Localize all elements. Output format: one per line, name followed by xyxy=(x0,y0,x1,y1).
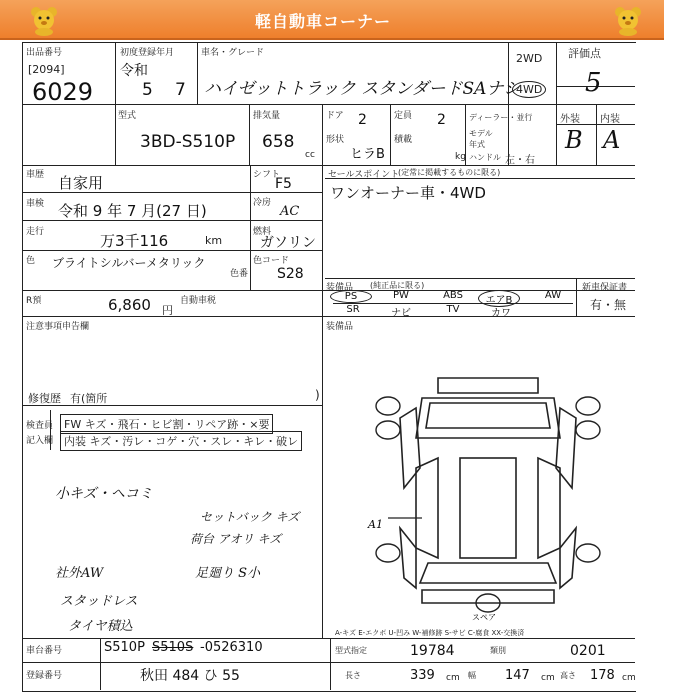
option-item: ナビ xyxy=(391,308,411,319)
mileage-label: 走行 xyxy=(26,227,45,237)
option-item: カワ xyxy=(491,308,511,319)
height-label: 高さ xyxy=(560,671,576,680)
width: 147 xyxy=(505,668,530,683)
chassis-old-model: S510S xyxy=(152,640,194,655)
equipment-notes-label: 装備品 xyxy=(326,322,354,332)
era: 令和 xyxy=(120,63,148,79)
color-code-label: 色コード xyxy=(253,256,290,266)
handwritten-note-2: セットバック キズ xyxy=(200,510,300,524)
lot-code: [2094] xyxy=(28,63,65,76)
cc-unit: cc xyxy=(305,150,315,160)
drive-2wd: 2WD xyxy=(516,52,543,65)
shape-label: 形状 xyxy=(326,135,345,145)
height-unit: cm xyxy=(622,673,636,683)
damage-mark-a1: A1 xyxy=(368,518,383,531)
sale-point-note: (定常に掲載するものに限る) xyxy=(398,168,501,177)
plate-label: 登録番号 xyxy=(26,671,63,681)
sale-point-label: セールスポイント xyxy=(328,170,400,180)
handwritten-note-4: 社外AW xyxy=(55,566,104,581)
option-item: ABS xyxy=(443,290,463,301)
registration-month: 7 xyxy=(175,80,186,100)
option-item: AW xyxy=(544,290,562,301)
kg-unit: kg xyxy=(455,152,466,162)
length: 339 xyxy=(410,668,435,683)
chassis-number: -0526310 xyxy=(200,640,263,655)
interior-label: 内装 xyxy=(600,114,620,125)
vehicle-damage-diagram xyxy=(360,368,615,623)
first-registration-label: 初度登録年月 xyxy=(120,48,175,58)
load-label: 積載 xyxy=(394,135,413,145)
vehicle-name-label: 車名・グレード xyxy=(201,48,265,58)
bear-mascot-icon xyxy=(28,6,60,36)
color-number-label: 色番 xyxy=(230,269,249,279)
chassis-label: 車台番号 xyxy=(26,646,63,656)
handwritten-note-3: 荷台 アオリ キズ xyxy=(190,532,282,546)
options-note: (純正品に限る) xyxy=(370,281,425,290)
type-code: 0201 xyxy=(570,643,606,659)
entry-label: 記入欄 xyxy=(26,436,54,446)
handle-value: 左・右 xyxy=(505,155,535,166)
sale-point: ワンオーナー車・4WD xyxy=(330,184,486,202)
length-label: 長さ xyxy=(345,671,361,680)
type-code-label: 類別 xyxy=(490,646,506,655)
ac-label: 冷房 xyxy=(253,198,272,208)
usage: 自家用 xyxy=(58,174,104,192)
displacement: 658 xyxy=(262,132,295,152)
drive-4wd-circled: 4WD xyxy=(512,81,546,98)
model-code-number: 19784 xyxy=(410,643,455,659)
color-code: S28 xyxy=(277,266,304,282)
plate-number: 秋田 484 ひ 55 xyxy=(140,668,240,684)
usage-label: 車歴 xyxy=(26,170,45,180)
handwritten-note-1: 小キズ・ヘコミ xyxy=(55,486,153,502)
chassis-model: S510P xyxy=(104,640,145,655)
auto-tax-label: 自動車税 xyxy=(180,296,217,306)
handwritten-note-7: 足廻り S小 xyxy=(195,566,261,581)
legend-row-1: FW キズ・飛石・ヒビ割・リペア跡・×要 xyxy=(60,414,273,434)
inspection-label: 車検 xyxy=(26,199,45,209)
lot-number-label: 出品番号 xyxy=(26,48,63,58)
model-code: 3BD-S510P xyxy=(140,132,236,152)
width-label: 幅 xyxy=(468,671,476,680)
exterior-grade: B xyxy=(565,126,583,154)
repair-history: 有(箇所 xyxy=(70,392,108,405)
color-label: 色 xyxy=(26,256,36,266)
interior-grade: A xyxy=(603,126,621,154)
registration-year: 5 xyxy=(142,80,153,100)
model-code-label: 型式指定 xyxy=(335,646,367,655)
repair-history-label: 修復歴 xyxy=(28,392,61,405)
bear-mascot-icon xyxy=(612,6,644,36)
legend-row-2: 内装 キズ・汚レ・コゲ・穴・スレ・キレ・破レ xyxy=(60,431,302,451)
capacity: 2 xyxy=(437,112,446,128)
inspector-label: 検査員 xyxy=(26,421,54,431)
handwritten-note-5: スタッドレス xyxy=(60,594,138,609)
ac: AC xyxy=(280,204,300,219)
evaluation-label: 評価点 xyxy=(568,47,601,60)
recycle-label: R預 xyxy=(26,296,42,306)
recycle-fee: 6,860 xyxy=(108,296,151,314)
option-item: TV xyxy=(446,304,460,315)
damage-codes-legend: A-キズ E-エクボ U-凹み W-補修跡 S-サビ C-腐食 XX-交換済 xyxy=(335,629,525,637)
exterior-label: 外装 xyxy=(560,114,580,125)
km-unit: km xyxy=(205,234,223,247)
model-year-label: モデル年式 xyxy=(469,129,493,149)
dealer-label: ディーラー・並行 xyxy=(469,113,533,122)
model-label: 型式 xyxy=(118,111,137,121)
door-label: ドア xyxy=(326,111,344,121)
mileage: 万3千116 xyxy=(100,232,169,250)
handwritten-note-6: タイヤ積込 xyxy=(68,619,133,634)
options-label: 装備品 xyxy=(326,283,354,293)
option-item: PS xyxy=(330,290,372,303)
inspection-date: 令和 9 年 7 月(27 日) xyxy=(58,202,207,220)
option-item: エアB xyxy=(478,290,520,307)
option-item: PW xyxy=(393,290,409,301)
yen-unit: 円 xyxy=(162,304,173,317)
length-unit: cm xyxy=(446,673,460,683)
new-warranty-value: 有・無 xyxy=(590,298,627,312)
width-unit: cm xyxy=(541,673,555,683)
fuel-label: 燃料 xyxy=(253,227,272,237)
color: ブライトシルバーメタリック xyxy=(52,256,206,270)
banner-title: 軽自動車コーナー xyxy=(255,12,392,31)
shift-label: シフト xyxy=(253,170,281,180)
body-shape: ヒラB xyxy=(350,147,385,162)
lot-number: 6029 xyxy=(32,78,94,106)
height: 178 xyxy=(590,668,615,683)
fuel: ガソリン xyxy=(260,235,316,251)
evaluation-score: 5 xyxy=(585,68,602,98)
notes-label: 注意事項申告欄 xyxy=(26,322,90,332)
shift: F5 xyxy=(275,176,292,192)
new-warranty-label: 新車保証書 xyxy=(582,283,628,293)
door-count: 2 xyxy=(358,112,367,128)
vehicle-name: ハイゼットトラック スタンダードSAナシ xyxy=(204,79,521,99)
spare-label: スペア xyxy=(472,613,496,622)
option-item: SR xyxy=(346,304,360,315)
capacity-label: 定員 xyxy=(394,111,413,121)
handle-label: ハンドル xyxy=(469,153,501,162)
displacement-label: 排気量 xyxy=(253,111,281,121)
